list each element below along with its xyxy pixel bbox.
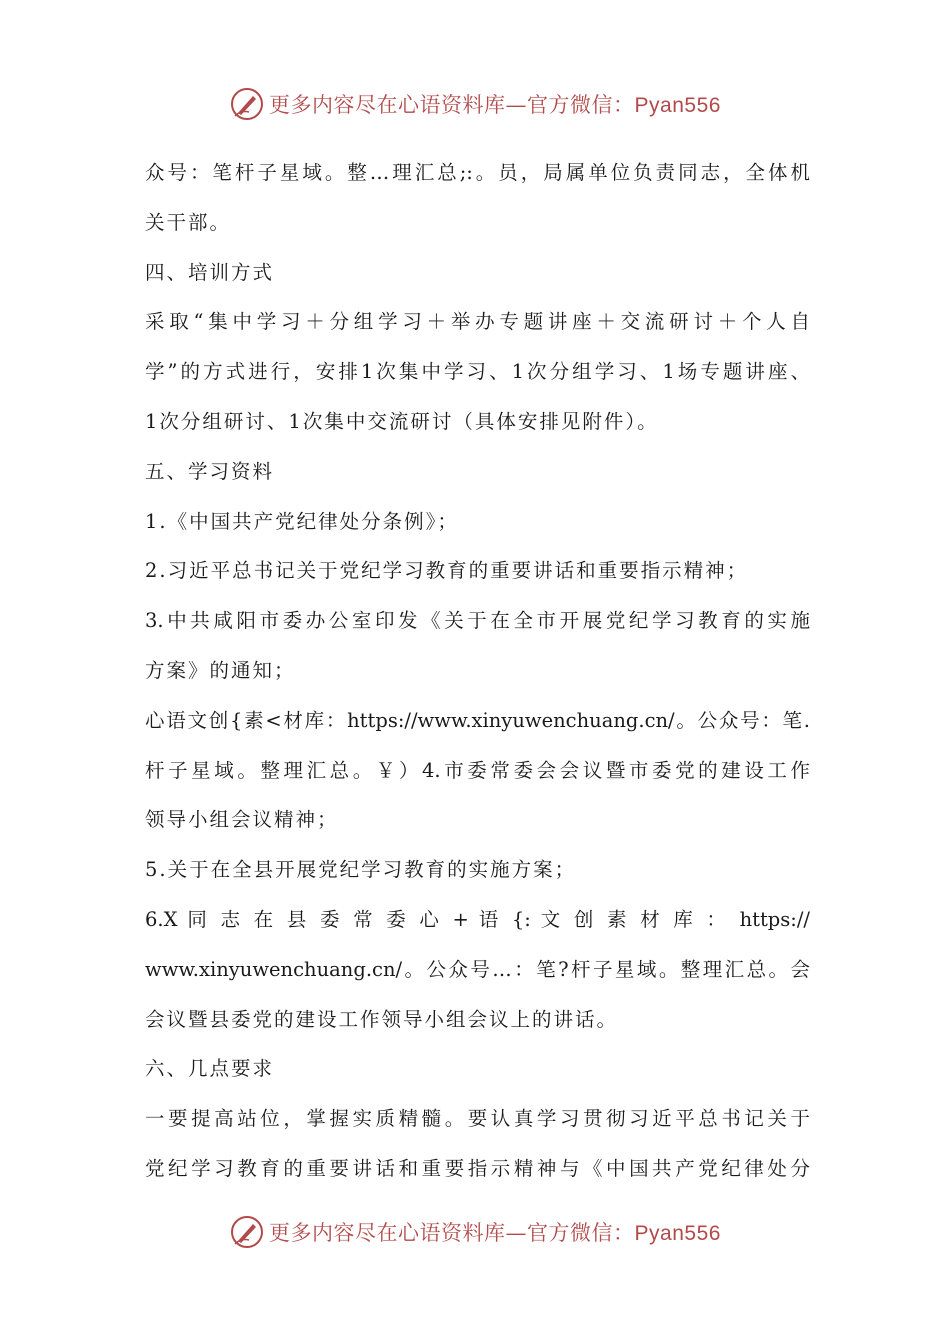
text-line: 方案》的通知； bbox=[145, 658, 296, 682]
header-banner bbox=[0, 84, 950, 124]
text-line: www.xinyuwenchuang.cn/。公众号…：笔?杆子星域。整理汇总。会 bbox=[145, 957, 810, 981]
section-heading: 五、学习资料 bbox=[145, 459, 275, 483]
banner-text: 更多内容尽在心语资料库—官方微信：Pyan556 bbox=[269, 1221, 721, 1245]
pen-logo-icon bbox=[229, 1214, 265, 1250]
banner-text: 更多内容尽在心语资料库—官方微信：Pyan556 bbox=[269, 93, 721, 117]
text-line: 学”的方式进行，安排1次集中学习、1次分组学习、1场专题讲座、 bbox=[145, 360, 810, 384]
list-item: 3.中共咸阳市委办公室印发《关于在全市开展党纪学习教育的实施 bbox=[145, 609, 810, 633]
footer-banner bbox=[0, 1212, 950, 1252]
text-line: 心语文创{素<材库：https://www.xinyuwenchuang.cn/。公众号：笔. bbox=[145, 708, 810, 732]
list-item: 6.X 同 志 在 县 委 常 委 心 + 语 {: 文 创 素 材 库 ： https:// bbox=[145, 907, 810, 931]
wechat-id: Pyan556 bbox=[634, 1222, 721, 1245]
text-line: 1次分组研讨、1次集中交流研讨（具体安排见附件）。 bbox=[145, 409, 659, 433]
list-item: 1.《中国共产党纪律处分条例》； bbox=[145, 509, 459, 533]
pen-logo-icon bbox=[229, 86, 265, 122]
text-line: 杆子星域。整理汇总。￥）4.市委常委会会议暨市委党的建设工作 bbox=[145, 758, 810, 782]
text-line: 采取“集中学习＋分组学习＋举办专题讲座＋交流研讨＋个人自 bbox=[145, 310, 810, 334]
text-line: 党纪学习教育的重要讲话和重要指示精神与《中国共产党纪律处分 bbox=[145, 1156, 810, 1180]
wechat-id: Pyan556 bbox=[634, 94, 721, 117]
section-heading: 六、几点要求 bbox=[145, 1057, 275, 1081]
text-line: 会议暨县委党的建设工作领导小组会议上的讲话。 bbox=[145, 1007, 619, 1031]
section-heading: 四、培训方式 bbox=[145, 260, 275, 284]
text-line: 一要提高站位，掌握实质精髓。要认真学习贯彻习近平总书记关于 bbox=[145, 1107, 810, 1131]
document-body bbox=[145, 148, 810, 1194]
text-line: 领导小组会议精神； bbox=[145, 808, 339, 832]
text-line: 关干部。 bbox=[145, 210, 232, 234]
list-item: 2.习近平总书记关于党纪学习教育的重要讲话和重要指示精神； bbox=[145, 559, 749, 583]
list-item: 5.关于在全县开展党纪学习教育的实施方案； bbox=[145, 858, 577, 882]
text-line: 众号：笔杆子星域。整…理汇总;:。员，局属单位负责同志，全体机 bbox=[145, 161, 810, 184]
